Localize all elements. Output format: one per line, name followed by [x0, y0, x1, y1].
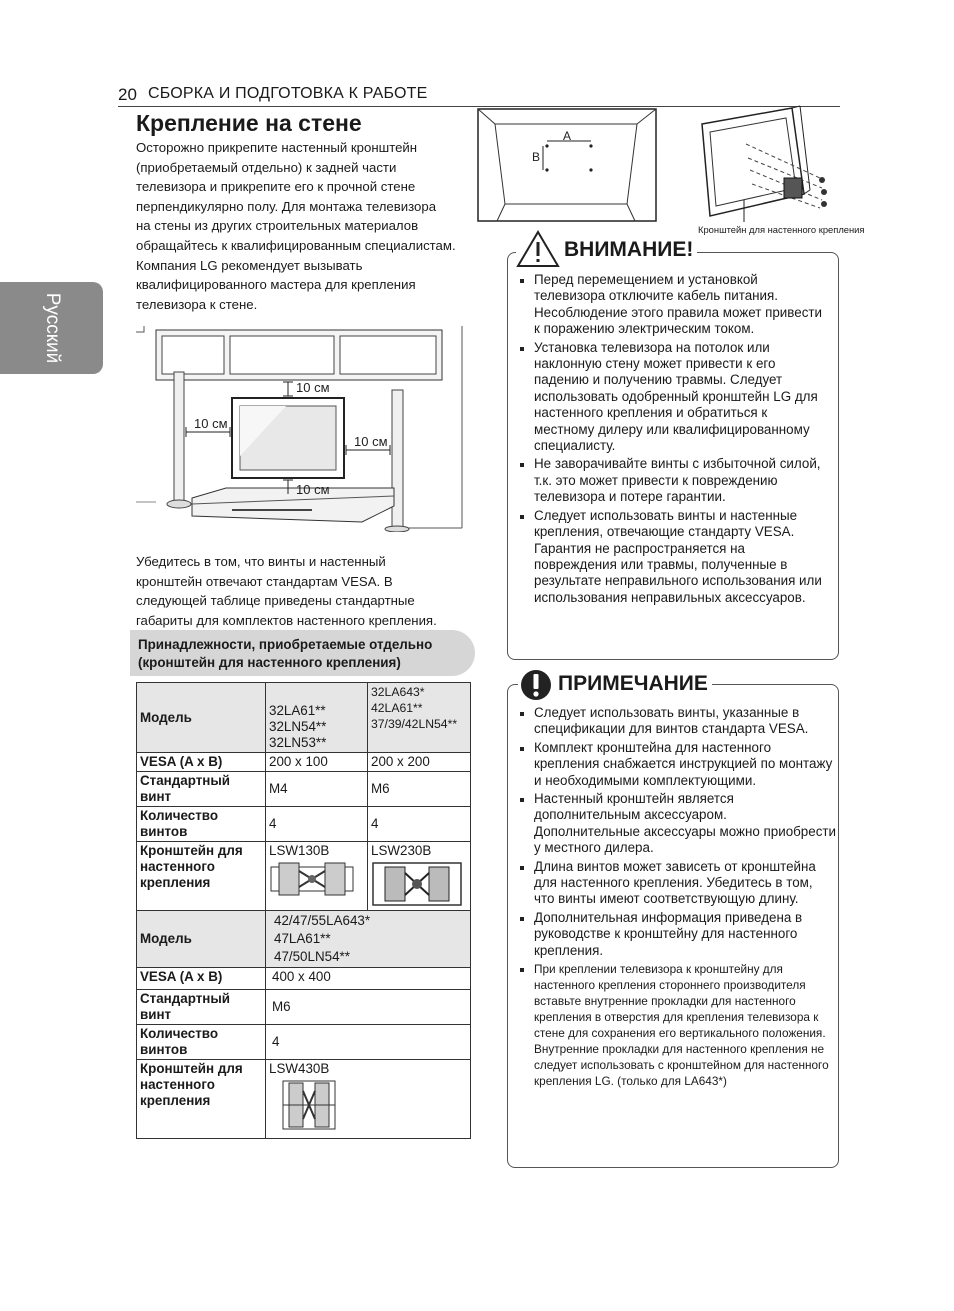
dimension-b-label: B: [532, 150, 541, 164]
intro-line: на стены из других строительных материалов: [136, 218, 419, 234]
note-title: ПРИМЕЧАНИЕ: [554, 671, 712, 697]
table-row: Кронштейн для настенного крепления LSW430B: [137, 1060, 471, 1139]
clearance-bottom-label: 10 см: [296, 482, 330, 497]
warning-triangle-icon: [516, 230, 560, 268]
tv-clearance-illustration: [136, 326, 464, 532]
section-title: СБОРКА И ПОДГОТОВКА К РАБОТЕ: [148, 85, 428, 102]
vesa-line: Убедитесь в том, что винты и настенный: [136, 554, 386, 569]
table-row: VESA (A x B) 200 x 100 200 x 200: [137, 753, 471, 772]
table-row: Количество винтов 4 4: [137, 807, 471, 842]
vesa-line: габариты для комплектов настенного крепления.: [136, 612, 437, 628]
dimension-a-label: A: [563, 129, 572, 143]
intro-line: телевизора и прикрепите его к прочной стене: [136, 179, 416, 195]
table-row: Стандартный винт M4 M6: [137, 772, 471, 807]
intro-line: Осторожно прикрепите настенный кронштейн: [136, 140, 418, 155]
intro-paragraph: [136, 138, 476, 314]
spec-table-1: [136, 682, 471, 915]
list-item: При креплении телевизора к кронштейну для настенного крепления стороннего производителя вставьте внутренние прокладки для настенного крепления в отверстия для крепления телевизора к стене для сохранения его вертикального положения. Внутренние прокладки для настенного крепления не следует использовать с кронштейном для настенного крепления LG. (только для LA643*): [516, 961, 836, 1089]
page-number: 20: [118, 85, 137, 104]
lsw230b-bracket-icon: [371, 859, 463, 909]
accessories-heading-band: [130, 630, 475, 676]
table-cell: 32LA643* 42LA61** 37/39/42LN54**: [368, 683, 471, 753]
tv-back-vesa-figure: [477, 108, 657, 222]
table-cell: LSW230B: [368, 842, 471, 915]
list-item: Следует использовать винты и настенные крепления, отвечающие стандарту VESA. Гарантия не распространяется на повреждения или травмы, полученные в результате неправильного использования или использования неправильных аксессуаров.: [516, 508, 828, 606]
lsw430b-bracket-icon: [279, 1077, 339, 1133]
page-title: Крепление на стене: [136, 110, 362, 136]
vesa-paragraph: [136, 552, 476, 630]
table-row: VESA (A x B) 400 x 400: [137, 968, 471, 990]
table-cell: 42/47/55LA643* 47LA61** 47/50LN54**: [266, 911, 471, 968]
intro-line: обращайтесь к квалифицированным специалистам.: [136, 237, 456, 253]
clearance-top-label: 10 см: [296, 380, 330, 395]
clearance-left-label: 10 см: [194, 416, 228, 431]
list-item: Настенный кронштейн является дополнительным аксессуаром. Дополнительные аксессуары можно приобрести у местного дилера.: [516, 791, 836, 857]
intro-line: Компания LG рекомендует вызывать: [136, 257, 363, 273]
clearance-right-label: 10 см: [354, 434, 388, 449]
table-model-label: Модель: [137, 683, 266, 753]
spec-table-2: [136, 910, 471, 1139]
vesa-line: кронштейн отвечают стандартам VESA. В: [136, 573, 393, 589]
language-side-tab: [0, 282, 103, 374]
vesa-line: следующей таблице приведены стандартные: [136, 593, 415, 609]
table-row: Стандартный винт M6: [137, 990, 471, 1025]
list-item: Длина винтов может зависеть от кронштейна для настенного крепления. Убедитесь в том, что винты имеют соответствующую длину.: [516, 859, 836, 908]
accessories-heading-line: Принадлежности, приобретаемые отдельно: [138, 637, 433, 652]
exclamation-circle-icon: [518, 668, 554, 702]
warning-title: ВНИМАНИЕ!: [560, 237, 697, 263]
list-item: Не заворачивайте винты с избыточной силой, т.к. это может привести к повреждению телевизора и потере гарантии.: [516, 456, 828, 505]
table-model-label: Модель: [137, 911, 266, 968]
intro-line: квалифицированного мастера для крепления: [136, 277, 416, 293]
lsw130b-bracket-icon: [269, 859, 355, 899]
bracket-caption: Кронштейн для настенного крепления: [698, 224, 865, 235]
table-row: Количество винтов 4: [137, 1025, 471, 1060]
warning-list: [516, 272, 828, 607]
intro-line: (приобретаемый отдельно) к задней части: [136, 159, 397, 175]
table-cell: 32LA61** 32LN54** 32LN53**: [266, 683, 368, 753]
intro-line: перпендикулярно полу. Для монтажа телевизора: [136, 198, 437, 214]
table-cell: LSW430B: [266, 1060, 471, 1139]
list-item: Перед перемещением и установкой телевизора отключите кабель питания. Несоблюдение этого правила может привести к поражению электрическим током.: [516, 272, 828, 338]
table-row: Кронштейн для настенного крепления LSW130B LSW230B: [137, 842, 471, 915]
list-item: Установка телевизора на потолок или наклонную стену может привести к его падению и получению травмы. Следует использовать одобренный кронштейн LG для настенного крепления и обратиться к местному дилеру или квалифицированному специалисту.: [516, 340, 828, 455]
language-tab-label: Русский: [42, 292, 63, 364]
bracket-mounting-figure: [696, 104, 832, 222]
list-item: Следует использовать винты, указанные в спецификации для винтов стандарта VESA.: [516, 705, 836, 738]
accessories-heading-line: (кронштейн для настенного крепления): [138, 655, 401, 670]
list-item: Комплект кронштейна для настенного крепления снабжается инструкцией по монтажу и необходимыми комплектующими.: [516, 740, 836, 789]
table-cell: LSW130B: [266, 842, 368, 915]
note-list: [516, 705, 836, 1090]
list-item: Дополнительная информация приведена в руководстве к кронштейну для настенного крепления.: [516, 910, 836, 959]
intro-line: телевизора к стене.: [136, 296, 258, 312]
